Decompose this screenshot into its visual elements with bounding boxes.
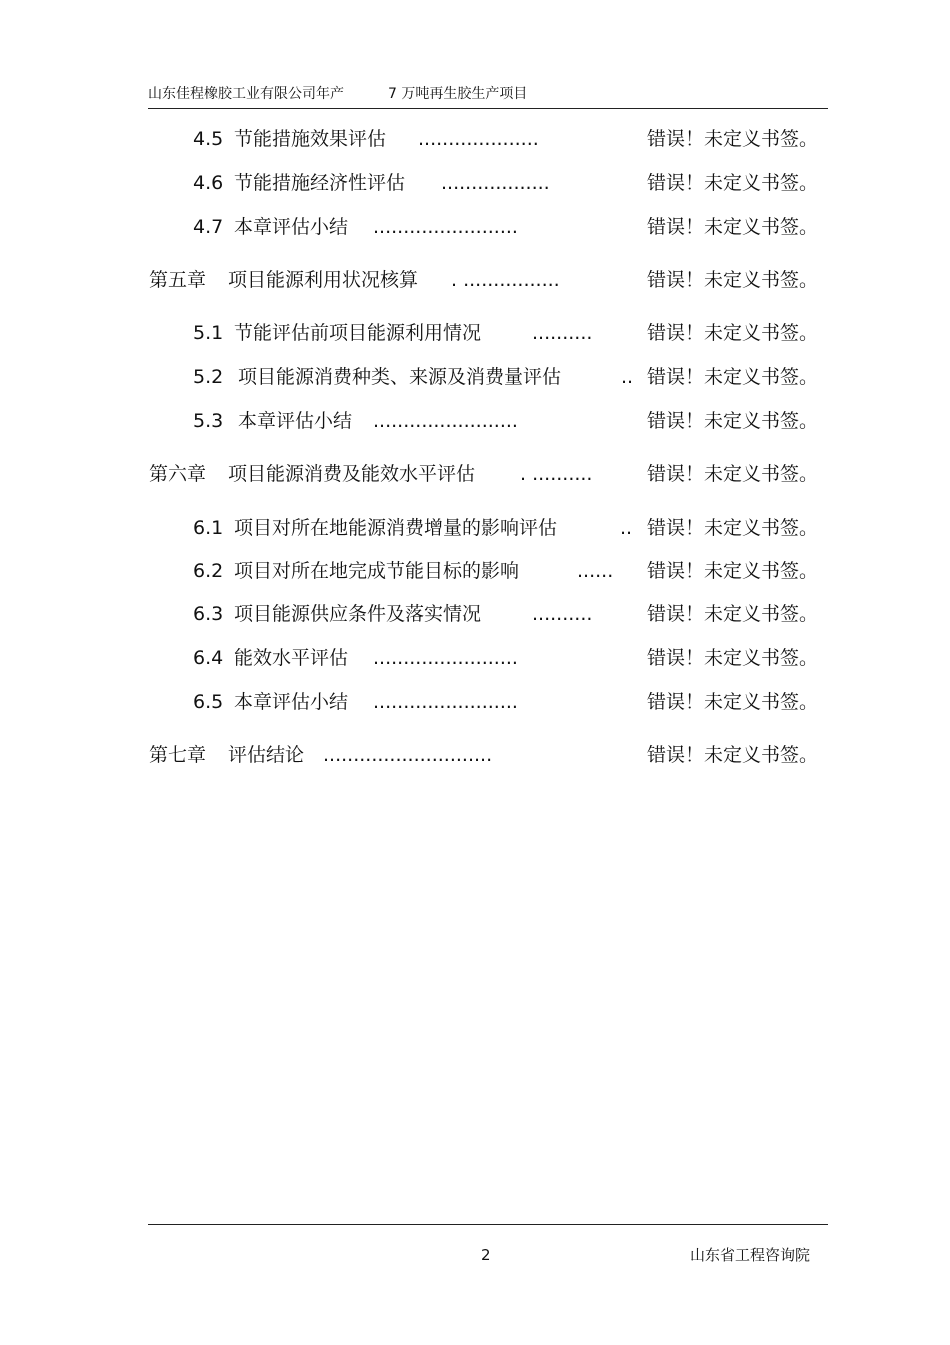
toc-page-ref: 错误！未定义书签。: [647, 647, 819, 669]
toc-leader: ............................: [323, 744, 493, 766]
toc-title: 节能措施经济性评估: [234, 172, 406, 194]
toc-page-ref: 错误！未定义书签。: [647, 603, 819, 625]
toc-page-ref: 错误！未定义书签。: [647, 366, 819, 388]
toc-title: 评估结论: [228, 744, 305, 766]
toc-leader: ..........: [532, 603, 593, 625]
toc-entry[interactable]: [0, 408, 950, 434]
toc-leader: ......: [577, 560, 614, 582]
toc-page-ref: 错误！未定义书签。: [647, 269, 819, 291]
toc-title: 项目能源消费种类、来源及消费量评估: [238, 366, 562, 388]
toc-page-ref: 错误！未定义书签。: [647, 322, 819, 344]
toc-leader: . ..........: [520, 463, 593, 485]
toc-leader: ..: [620, 517, 633, 539]
toc-chapter-number: 第六章: [149, 463, 207, 485]
toc-leader: ........................: [373, 647, 518, 669]
toc-number: 6.4: [193, 647, 224, 669]
toc-entry[interactable]: [0, 126, 950, 152]
toc-entry[interactable]: [0, 689, 950, 715]
toc-number: 5.3: [193, 410, 224, 432]
toc-title: 项目对所在地完成节能目标的影响: [234, 560, 520, 582]
toc-number: 6.2: [193, 560, 224, 582]
toc-title: 本章评估小结: [238, 410, 353, 432]
toc-title: 节能评估前项目能源利用情况: [234, 322, 482, 344]
toc-page-ref: 错误！未定义书签。: [647, 128, 819, 150]
toc-title: 本章评估小结: [234, 691, 349, 713]
toc-entry[interactable]: [0, 320, 950, 346]
toc-number: 4.7: [193, 216, 224, 238]
toc-number: 6.1: [193, 517, 224, 539]
toc-leader: ..: [621, 366, 634, 388]
toc-title: 能效水平评估: [234, 647, 349, 669]
page-number: 2: [481, 1246, 491, 1264]
toc-number: 4.5: [193, 128, 224, 150]
toc-chapter-entry[interactable]: [0, 461, 950, 487]
toc-chapter-entry[interactable]: [0, 742, 950, 768]
toc-entry[interactable]: [0, 558, 950, 584]
toc-leader: ..................: [441, 172, 550, 194]
toc-leader: ..........: [532, 322, 593, 344]
toc-page-ref: 错误！未定义书签。: [647, 560, 819, 582]
toc-leader: ........................: [373, 410, 518, 432]
toc-number: 5.2: [193, 366, 224, 388]
toc-title: 项目对所在地能源消费增量的影响评估: [234, 517, 558, 539]
header-project: 7 万吨再生胶生产项目: [388, 86, 528, 102]
toc-number: 6.3: [193, 603, 224, 625]
toc-page-ref: 错误！未定义书签。: [647, 172, 819, 194]
footer-organization: 山东省工程咨询院: [690, 1246, 811, 1264]
toc-page-ref: 错误！未定义书签。: [647, 744, 819, 766]
toc-entry[interactable]: [0, 515, 950, 541]
toc-leader: ....................: [418, 128, 539, 150]
toc-entry[interactable]: [0, 645, 950, 671]
toc-chapter-number: 第七章: [149, 744, 207, 766]
toc-chapter-entry[interactable]: [0, 267, 950, 293]
toc-leader: ........................: [373, 691, 518, 713]
toc-entry[interactable]: [0, 170, 950, 196]
toc-page-ref: 错误！未定义书签。: [647, 410, 819, 432]
toc-entry[interactable]: [0, 364, 950, 390]
toc-title: 项目能源供应条件及落实情况: [234, 603, 482, 625]
toc-leader: ........................: [373, 216, 518, 238]
toc-number: 5.1: [193, 322, 224, 344]
toc-entry[interactable]: [0, 214, 950, 240]
toc-chapter-number: 第五章: [149, 269, 207, 291]
toc-number: 6.5: [193, 691, 224, 713]
footer-divider: [148, 1224, 828, 1225]
header-company: 山东佳程橡胶工业有限公司年产: [148, 86, 344, 102]
toc-entry[interactable]: [0, 601, 950, 627]
toc-number: 4.6: [193, 172, 224, 194]
toc-page-ref: 错误！未定义书签。: [647, 691, 819, 713]
toc-leader: . ................: [451, 269, 560, 291]
toc-title: 项目能源利用状况核算: [228, 269, 419, 291]
toc-page-ref: 错误！未定义书签。: [647, 216, 819, 238]
toc-page-ref: 错误！未定义书签。: [647, 463, 819, 485]
toc-title: 项目能源消费及能效水平评估: [228, 463, 476, 485]
toc-page-ref: 错误！未定义书签。: [647, 517, 819, 539]
toc-title: 本章评估小结: [234, 216, 349, 238]
toc-title: 节能措施效果评估: [234, 128, 387, 150]
